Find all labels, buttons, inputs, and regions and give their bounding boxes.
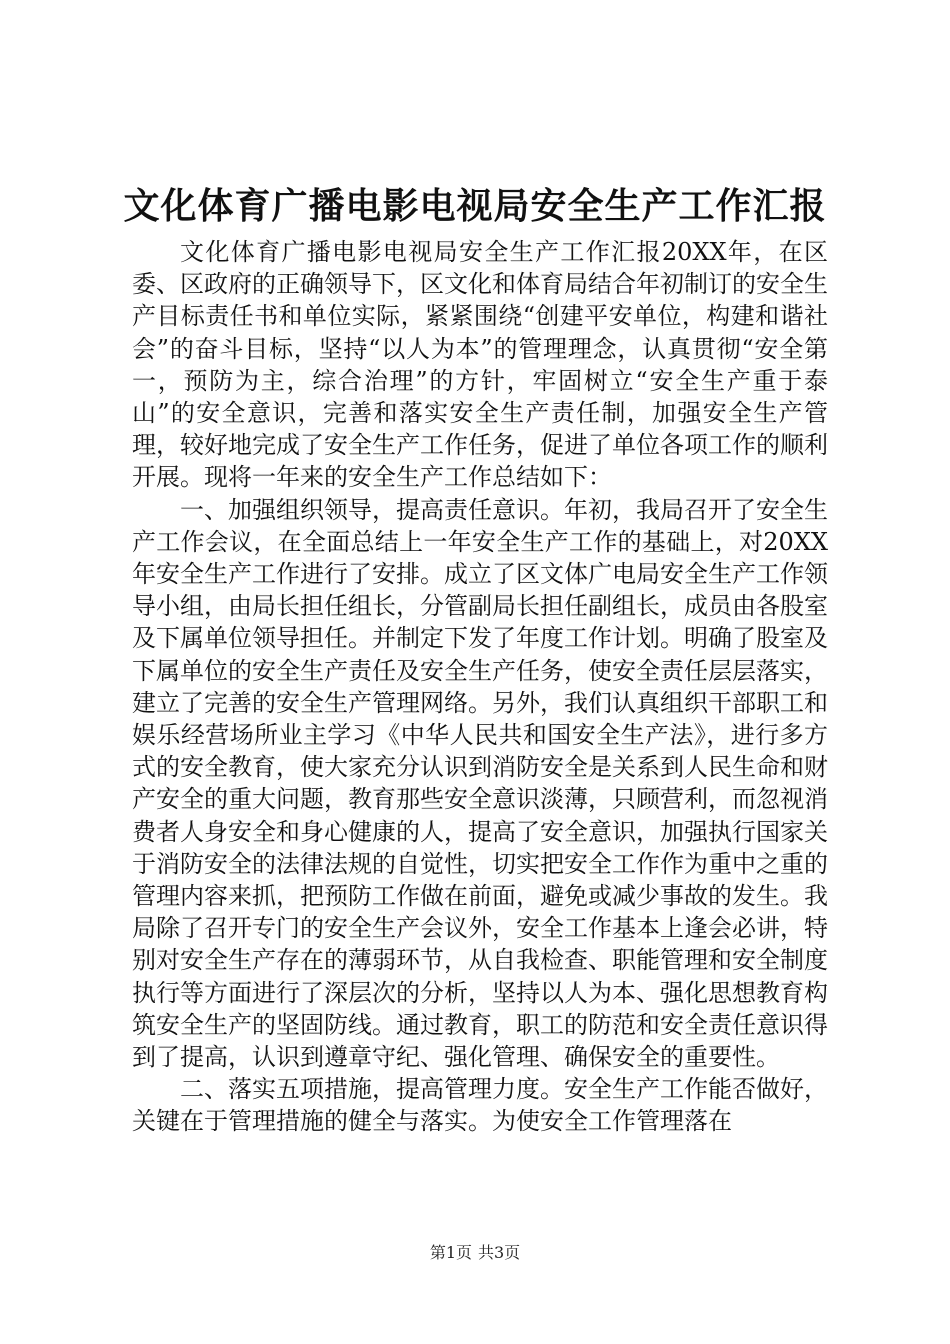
page-number: 第1页 (429, 1243, 472, 1262)
document-title: 文化体育广播电影电视局安全生产工作汇报 (123, 185, 827, 227)
paragraph-intro: 文化体育广播电影电视局安全生产工作汇报20XX年，在区委、区政府的正确领导下，区文化和体育局结合年初制订的安全生产目标责任书和单位实际，紧紧围绕“创建平安单位，构建和谐社会”的奋斗目标，坚持“以人为本”的管理理念，认真贯彻“安全第一，预防为主，综合治理”的方针，牢固树立“安全生产重于泰山”的安全意识，完善和落实安全生产责任制，加强安全生产管理，较好地完成了安全生产工作任务，促进了单位各项工作的顺利开展。现将一年来的安全生产工作总结如下： (132, 238, 828, 492)
document-body (132, 236, 828, 1138)
page-total: 共3页 (478, 1243, 521, 1262)
page-footer (0, 1243, 950, 1263)
paragraph-section-2: 二、落实五项措施，提高管理力度。安全生产工作能否做好，关键在于管理措施的健全与落实。为使安全工作管理落在 (132, 1075, 828, 1136)
paragraph-section-1: 一、加强组织领导，提高责任意识。年初，我局召开了安全生产工作会议，在全面总结上一年安全生产工作的基础上，对20XX年安全生产工作进行了安排。成立了区文体广电局安全生产工作领导小组，由局长担任组长，分管副局长担任副组长，成员由各股室及下属单位领导担任。并制定下发了年度工作计划。明确了股室及下属单位的安全生产责任及安全生产任务，使安全责任层层落实，建立了完善的安全生产管理网络。另外，我们认真组织干部职工和娱乐经营场所业主学习《中华人民共和国安全生产法》，进行多方式的安全教育，使大家充分认识到消防安全是关系到人民生命和财产安全的重大问题，教育那些安全意识淡薄，只顾营利，而忽视消费者人身安全和身心健康的人，提高了安全意识，加强执行国家关于消防安全的法律法规的自觉性，切实把安全工作作为重中之重的管理内容来抓，把预防工作做在前面，避免或减少事故的发生。我局除了召开专门的安全生产会议外，安全工作基本上逢会必讲，特别对安全生产存在的薄弱环节，从自我检查、职能管理和安全制度执行等方面进行了深层次的分析，坚持以人为本、强化思想教育构筑安全生产的坚固防线。通过教育，职工的防范和安全责任意识得到了提高，认识到遵章守纪、强化管理、确保安全的重要性。 (132, 495, 828, 1072)
